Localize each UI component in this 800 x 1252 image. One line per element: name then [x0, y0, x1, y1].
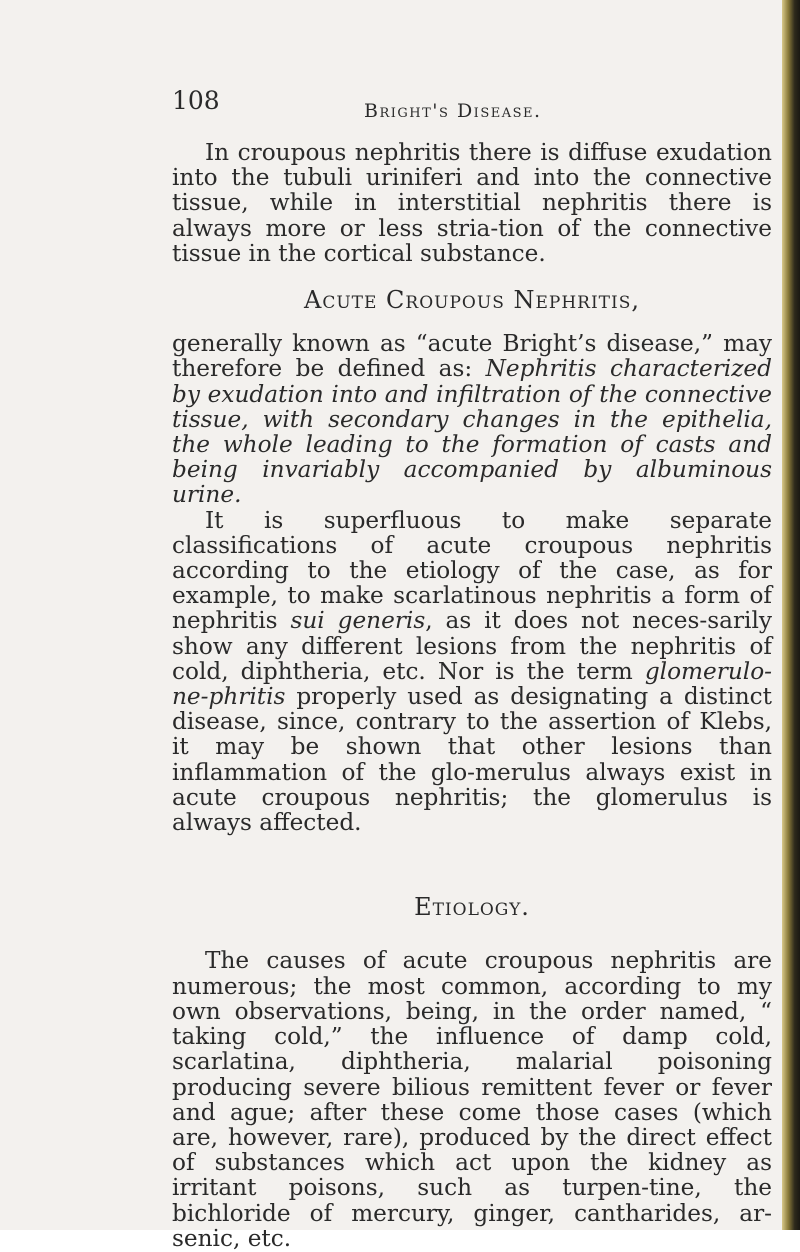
page-number: 108 [172, 86, 220, 115]
term-sui-generis: sui generis [290, 607, 426, 635]
heading-etiology: Etiology. [414, 893, 530, 922]
definition-italic: Nephritis characterized by exudation into and infiltration of the connective tissue, with secondary changes in the epithelia, the whole leading to the formation of casts and being invariably accompanied by albuminous urine. [172, 355, 772, 509]
heading-acute-croupous-nephritis: Acute Croupous Nephritis, [304, 286, 640, 315]
classification-text-1: It is superfluous to make separate classifications of acute croupous nephritis according to the etiology of the case, as for example, to make scarlatinous nephritis a form of nephritis [172, 506, 772, 635]
definition-intro: generally known as “acute Bright’s disease,” may therefore be defined as: [172, 330, 772, 383]
paragraph-etiology: The causes of acute croupous nephritis are numerous; the most common, according to my own observations, being, in the order named, “ taking cold,” the influence of damp cold, scarlatina, diphtheria, malarial poisoning producing severe bilious remittent fever or fever and ague; after these come those cases (which are, however, rare), produced by the direct effect of substances which act upon the kidney as irritant poisons, such as turpen-tine, the bichloride of mercury, ginger, cantharides, ar-senic, etc. [172, 947, 772, 1252]
term-glomerulo-nephritis: glomerulo-ne-phritis [172, 657, 772, 711]
classification-text-3: properly used as designating a distinct disease, since, contrary to the assertion of Klebs, it may be shown that other lesions than inflammation of the glo-merulus always exist in acute croupous nephritis; the glomerulus is always affected. [172, 683, 772, 837]
paragraph-definition [172, 331, 772, 507]
paragraph-intro: In croupous nephritis there is diffuse exudation into the tubuli uriniferi and into the connective tissue, while in interstitial nephritis there is always more or less stria-tion of the connective tissue in the cortical substance. [172, 139, 772, 267]
paragraph-classification [172, 508, 772, 836]
running-head: Bright's Disease. [364, 100, 542, 122]
page-edge-shadow [782, 0, 800, 1230]
body-text [172, 140, 772, 1251]
classification-text-2: , as it does not neces-sarily show any different lesions from the nephritis of cold, diphtheria, etc. Nor is the term [172, 607, 772, 685]
page-header [172, 86, 772, 120]
